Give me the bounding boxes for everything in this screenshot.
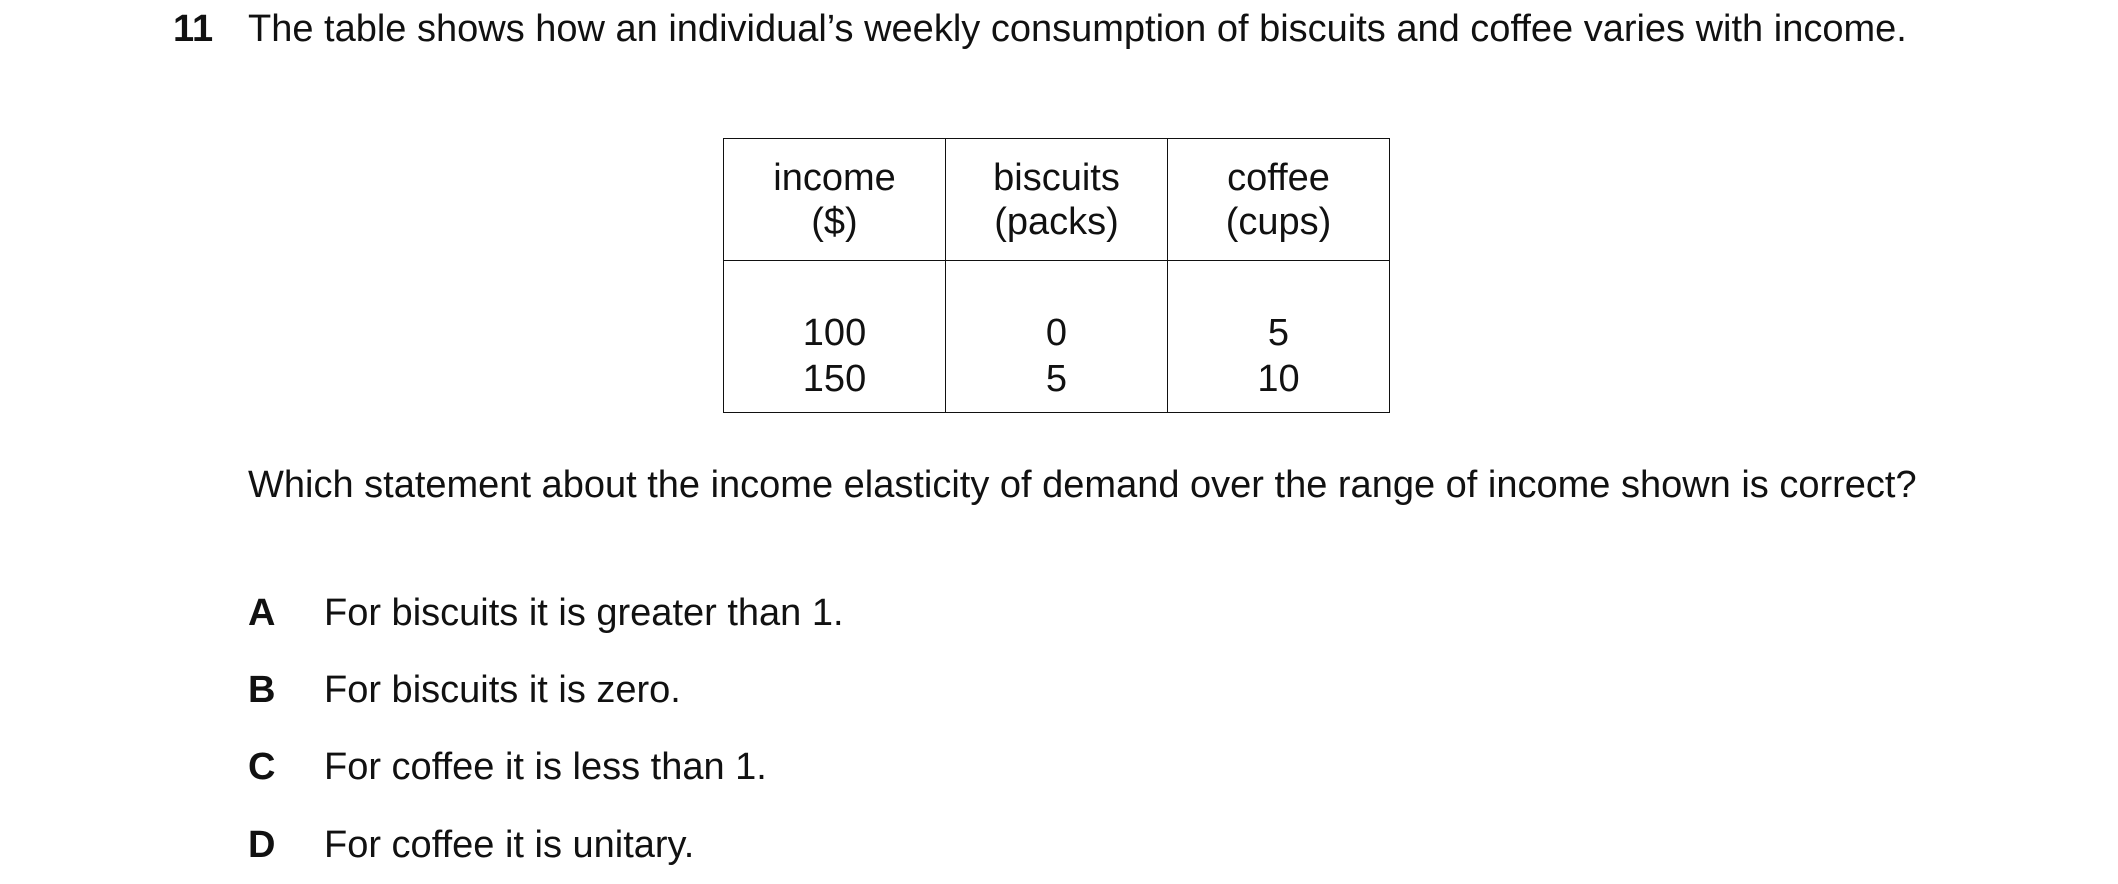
option-text: For coffee it is less than 1. bbox=[324, 746, 767, 788]
header-income-unit: ($) bbox=[811, 200, 858, 243]
option-letter: D bbox=[248, 824, 276, 866]
question-stem: The table shows how an individual’s weekly consumption of biscuits and coffee varies with income. bbox=[248, 8, 1907, 50]
table-cell-biscuits: 5 bbox=[946, 356, 1168, 413]
option-d[interactable] bbox=[248, 822, 694, 868]
option-c[interactable] bbox=[248, 744, 767, 790]
option-b[interactable] bbox=[248, 667, 681, 713]
table-cell-coffee: 10 bbox=[1168, 356, 1390, 413]
header-income bbox=[724, 139, 946, 261]
question-number: 11 bbox=[173, 8, 214, 50]
consumption-table bbox=[723, 138, 1390, 413]
header-coffee-label: coffee bbox=[1227, 156, 1330, 199]
table-cell-income: 100 bbox=[724, 261, 946, 357]
table-cell-biscuits: 0 bbox=[946, 261, 1168, 357]
option-text: For biscuits it is zero. bbox=[324, 669, 681, 711]
header-biscuits bbox=[946, 139, 1168, 261]
table-row bbox=[724, 356, 1390, 413]
option-letter: B bbox=[248, 669, 276, 711]
option-a[interactable] bbox=[248, 590, 844, 636]
header-biscuits-label: biscuits bbox=[993, 156, 1120, 199]
header-biscuits-unit: (packs) bbox=[994, 200, 1119, 243]
option-text: For coffee it is unitary. bbox=[324, 824, 695, 866]
option-letter: C bbox=[248, 746, 276, 788]
table-row bbox=[724, 261, 1390, 357]
header-coffee bbox=[1168, 139, 1390, 261]
question-prompt: Which statement about the income elasticity of demand over the range of income shown is correct? bbox=[248, 464, 1917, 506]
table-cell-income: 150 bbox=[724, 356, 946, 413]
header-coffee-unit: (cups) bbox=[1225, 200, 1332, 243]
table-cell-coffee: 5 bbox=[1168, 261, 1390, 357]
option-letter: A bbox=[248, 592, 276, 634]
option-text: For biscuits it is greater than 1. bbox=[324, 592, 844, 634]
header-income-label: income bbox=[773, 156, 896, 199]
table-header-row bbox=[724, 139, 1390, 261]
